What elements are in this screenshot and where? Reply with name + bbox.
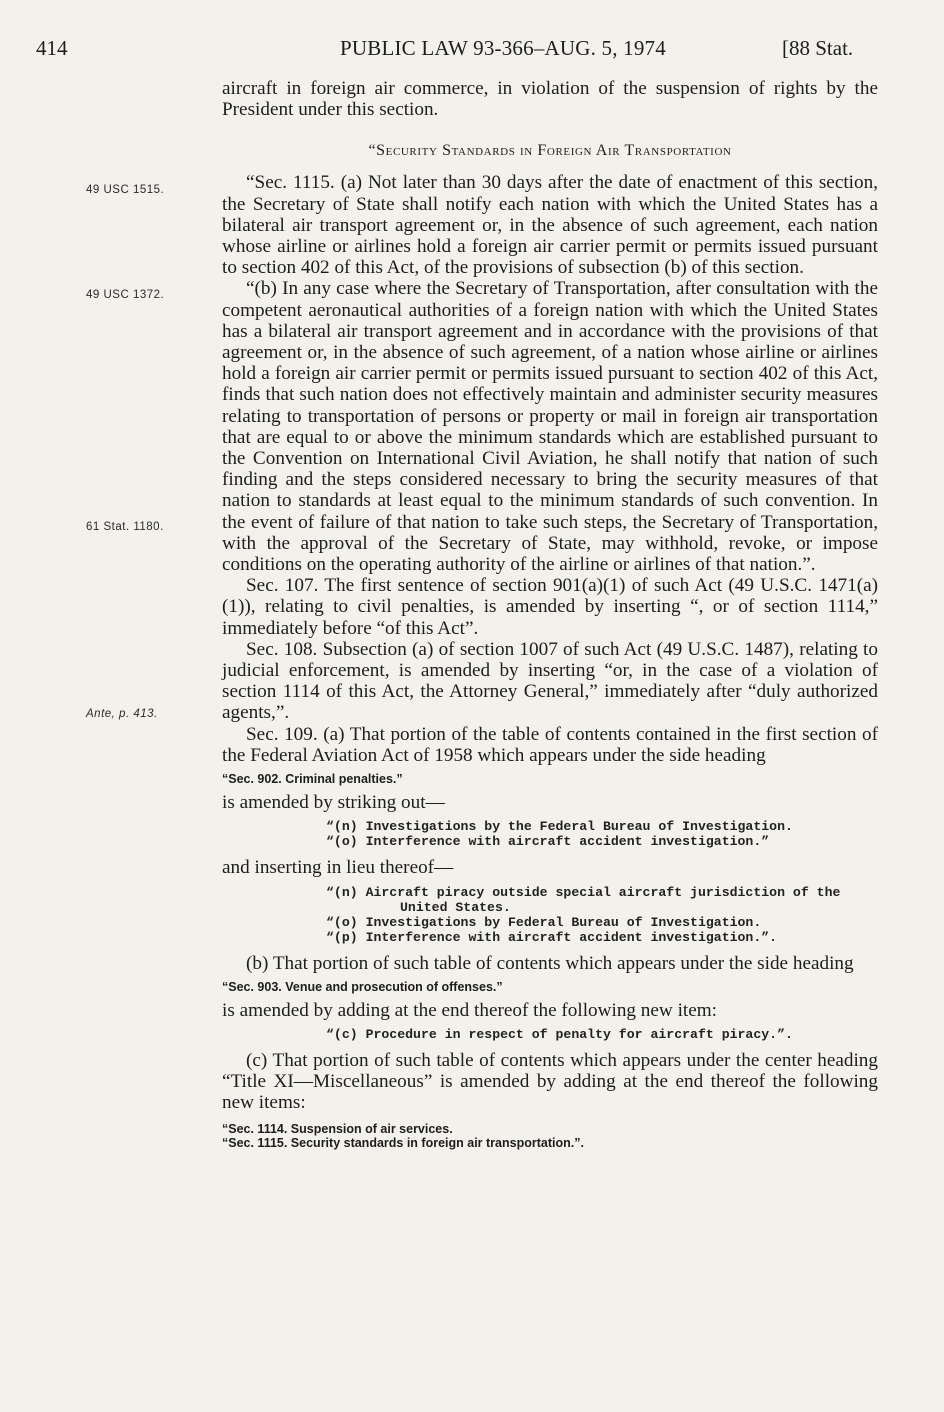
insert-list — [326, 885, 878, 945]
toc-entry-902: “Sec. 902. Criminal penalties.” — [222, 772, 403, 787]
strike-list — [326, 819, 878, 849]
list-item: “(c) Procedure in respect of penalty for aircraft piracy.”. — [326, 1026, 793, 1042]
sec-109-a: Sec. 109. (a) That portion of the table of contents contained in the first section of the Federal Aviation Act of 1958 which appears under the side heading — [222, 723, 878, 766]
margin-note-49-usc-1372: 49 USC 1372. — [86, 289, 165, 301]
margin-note-ante-413: Ante, p. 413. — [86, 708, 158, 720]
inserting-line: and inserting in lieu thereof— — [222, 857, 454, 879]
list-item: “Sec. 1114. Suspension of air services. — [222, 1121, 453, 1136]
section-heading: “Security Standards in Foreign Air Transportation — [368, 142, 732, 160]
list-item: United States. — [400, 899, 511, 915]
body-text — [222, 78, 878, 1150]
striking-out-line: is amended by striking out— — [222, 792, 445, 814]
margin-note-49-usc-1515: 49 USC 1515. — [86, 184, 165, 196]
list-item: “Sec. 1115. Security standards in foreign air transportation.”. — [222, 1135, 584, 1150]
list-item: “(n) Aircraft piracy outside special aircraft jurisdiction of the — [326, 884, 841, 900]
list-item: “(o) Interference with aircraft accident investigation.” — [326, 834, 770, 850]
sec-107: Sec. 107. The first sentence of section 901(a)(1) of such Act (49 U.S.C. 1471(a)(1)), relating to civil penalties, is amended by inserting “, or of section 1114,” immediately before “of this Act”. — [222, 575, 878, 639]
adding-line: is amended by adding at the end thereof the following new item: — [222, 999, 718, 1021]
running-title: PUBLIC LAW 93-366–AUG. 5, 1974 — [340, 36, 666, 60]
statute-reference: [88 Stat. — [782, 36, 854, 60]
final-items-list — [222, 1122, 878, 1150]
list-item: “(o) Investigations by Federal Bureau of Investigation. — [326, 914, 762, 930]
page-header — [0, 36, 944, 66]
list-item: “(p) Interference with aircraft accident investigation.”. — [326, 929, 778, 945]
page-number: 414 — [36, 36, 68, 60]
sec-109-c: (c) That portion of such table of contents which appears under the center heading “Title XI—Miscellaneous” is amended by adding at the end thereof the following new items: — [222, 1049, 878, 1114]
sec-1115-b: “(b) In any case where the Secretary of Transportation, after consultation with the competent aeronautical authorities of a foreign nation with which the United States has a bilateral air transport agreement and in accordance with the provisions of that agreement or, in the absence of such agreement, of a nation whose airline or airlines hold a foreign air carrier permit or permits issued pursuant to section 402 of this Act, finds that such nation does not effectively maintain and administer security measures relating to transportation of persons or property or mail in foreign air transportation that are equal to or above the minimum standards which are established pursuant to the Convention on International Civil Aviation, he shall notify that nation of such finding and the steps considered necessary to bring the security measures of that nation to standards at least equal to the minimum standards of such convention. In the event of failure of that nation to take such steps, the Secretary of Transportation, with the approval of the Secretary of State, may withhold, revoke, or impose conditions on the operating authority of the airline or airlines of that nation.”. — [222, 278, 878, 576]
opening-paragraph: aircraft in foreign air commerce, in violation of the suspension of rights by the President under this section. — [222, 78, 878, 121]
list-item: “(n) Investigations by the Federal Bureau of Investigation. — [326, 819, 793, 835]
toc-entry-903: “Sec. 903. Venue and prosecution of offenses.” — [222, 979, 503, 994]
new-item-list — [326, 1027, 878, 1042]
sec-109-b: (b) That portion of such table of contents which appears under the side heading — [246, 952, 854, 974]
sec-108: Sec. 108. Subsection (a) of section 1007 of such Act (49 U.S.C. 1487), relating to judicial enforcement, is amended by inserting “or, in the case of a violation of section 1114 of this Act, the Attorney General,” immediately after “duly authorized agents,”. — [222, 638, 878, 724]
margin-note-61-stat-1180: 61 Stat. 1180. — [86, 521, 164, 533]
sec-1115-a: “Sec. 1115. (a) Not later than 30 days after the date of enactment of this section, the Secretary of State shall notify each nation with which the United States has a bilateral air transport agreement or, in the absence of such agreement, each nation whose airline or airlines hold a foreign air carrier permit or permits issued pursuant to section 402 of this Act, of the provisions of subsection (b) of this section. — [222, 172, 878, 279]
